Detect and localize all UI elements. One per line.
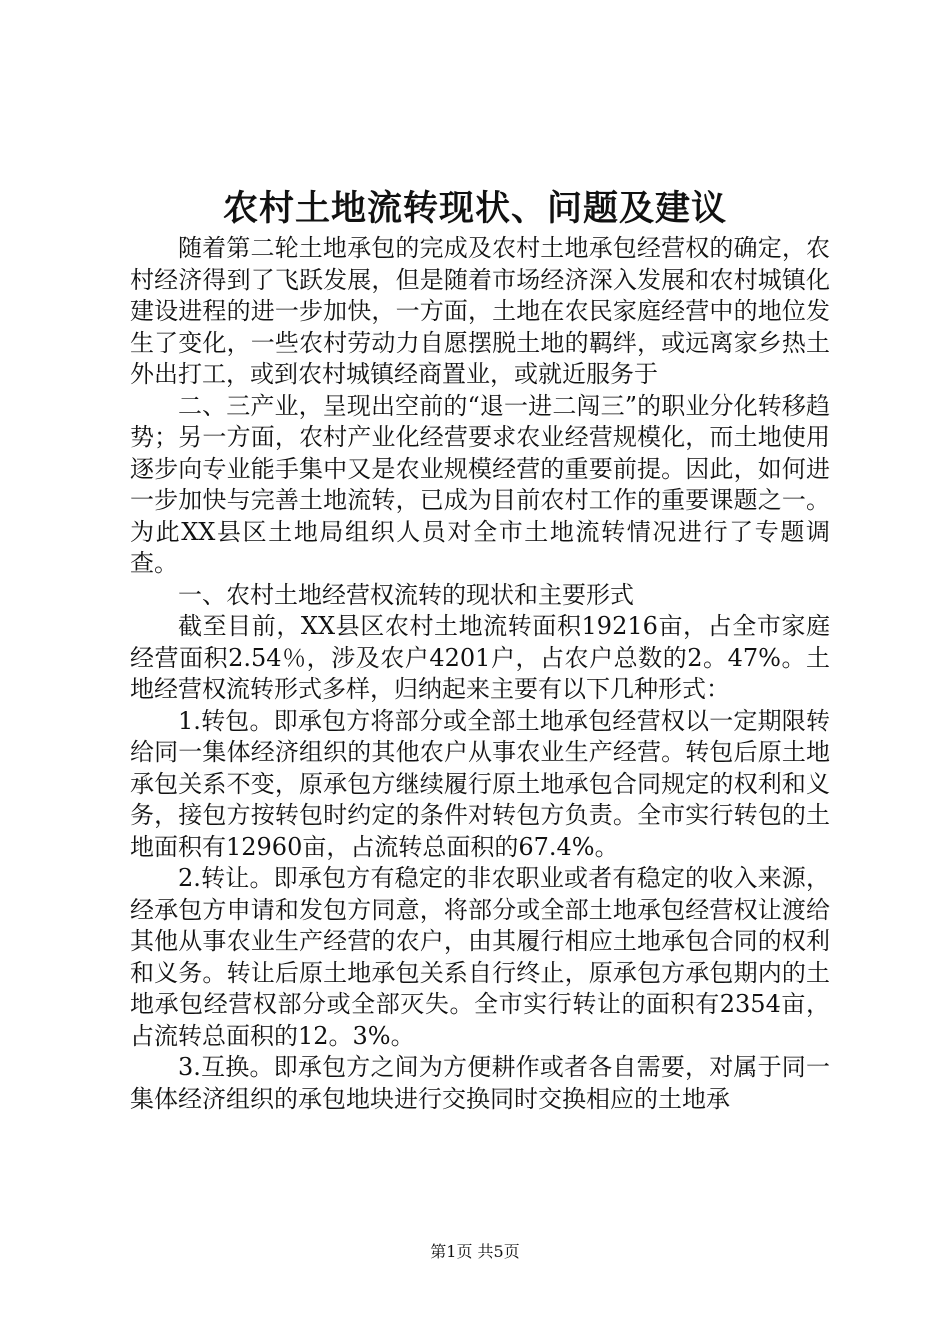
paragraph-trend: 二、三产业，呈现出空前的“退一进二闯三”的职业分化转移趋势；另一方面，农村产业化经营要求农业经营规模化，而土地使用逐步向专业能手集中又是农业规模经营的重要前提。因此，如何进一步加快与完善土地流转，已成为目前农村工作的重要课题之一。为此XX县区土地局组织人员对全市土地流转情况进行了专题调查。	[130, 391, 830, 577]
document-title: 农村土地流转现状、问题及建议	[222, 188, 727, 229]
page-footer: 第1页 共5页	[430, 1242, 520, 1261]
document-body	[130, 233, 830, 1115]
paragraph-subcontract: 1.转包。即承包方将部分或全部土地承包经营权以一定期限转给同一集体经济组织的其他农户从事农业生产经营。转包后原土地承包关系不变，原承包方继续履行原土地承包合同规定的权利和义务，接包方按转包时约定的条件对转包方负责。全市实行转包的土地面积有12960亩，占流转总面积的67.4%。	[130, 706, 830, 861]
paragraph-transfer: 2.转让。即承包方有稳定的非农职业或者有稳定的收入来源，经承包方申请和发包方同意，将部分或全部土地承包经营权让渡给其他从事农业生产经营的农户，由其履行相应土地承包合同的权利和义务。转让后原土地承包关系自行终止，原承包方承包期内的土地承包经营权部分或全部灭失。全市实行转让的面积有2354亩，占流转总面积的12。3%。	[130, 864, 830, 1050]
section-heading-status: 一、农村土地经营权流转的现状和主要形式	[178, 580, 634, 609]
paragraph-intro: 随着第二轮土地承包的完成及农村土地承包经营权的确定，农村经济得到了飞跃发展，但是随着市场经济深入发展和农村城镇化建设进程的进一步加快，一方面，土地在农民家庭经营中的地位发生了变化，一些农村劳动力自愿摆脱土地的羁绊，或远离家乡热土外出打工，或到农村城镇经商置业，或就近服务于	[130, 234, 830, 388]
paragraph-statistics: 截至目前，XX县区农村土地流转面积19216亩，占全市家庭经营面积2.54％，涉及农户4201户，占农户总数的2。47%。土地经营权流转形式多样，归纳起来主要有以下几种形式：	[130, 612, 830, 703]
paragraph-exchange: 3.互换。即承包方之间为方便耕作或者各自需要，对属于同一集体经济组织的承包地块进行交换同时交换相应的土地承	[130, 1053, 830, 1113]
